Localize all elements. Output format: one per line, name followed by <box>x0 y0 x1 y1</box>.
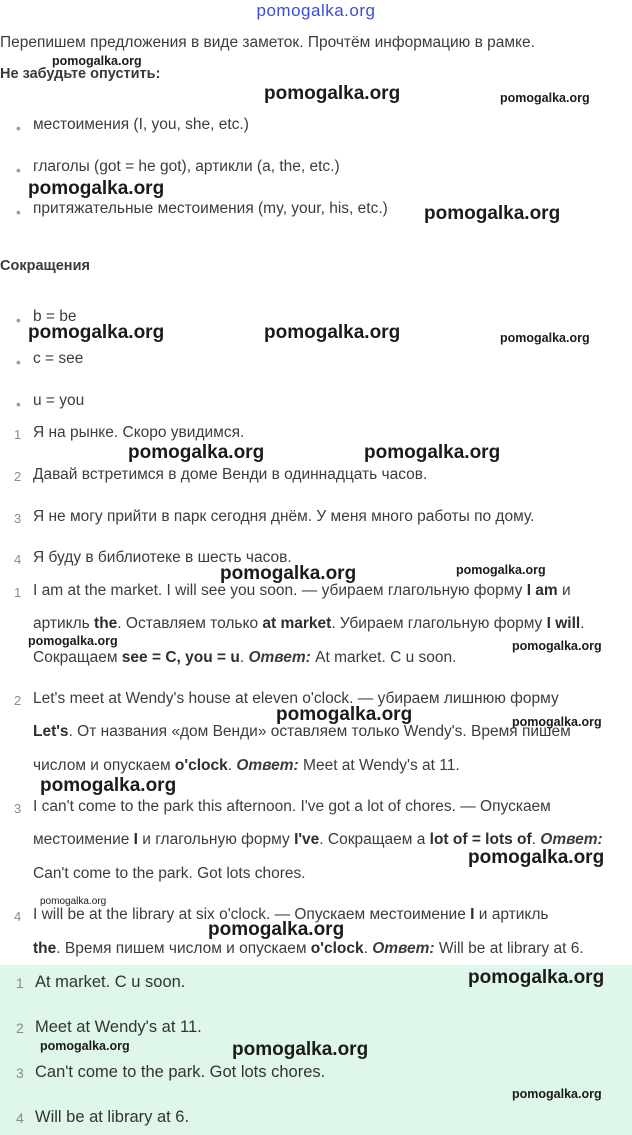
watermark: pomogalka.org <box>512 1087 602 1101</box>
watermark: pomogalka.org <box>456 563 546 577</box>
watermark: pomogalka.org <box>208 919 345 940</box>
solution-line: Let's meet at Wendy's house at eleven o'clock. — убираем лишнюю форму <box>33 690 559 707</box>
watermark: pomogalka.org <box>232 1039 369 1060</box>
watermark: pomogalka.org <box>500 331 590 345</box>
solution-line: I can't come to the park this afternoon. I've got a lot of chores. — Опускаем <box>33 798 551 815</box>
answer-number: 3 <box>16 1065 24 1081</box>
bullet-icon: • <box>16 396 21 412</box>
watermark: pomogalka.org <box>512 639 602 653</box>
answer-number: 4 <box>16 1110 24 1126</box>
answer-item: At market. C u soon. <box>35 973 186 991</box>
solution-number: 2 <box>14 693 22 708</box>
watermark: pomogalka.org <box>28 322 165 343</box>
watermark: pomogalka.org <box>468 967 605 988</box>
solution-line: the. Время пишем числом и опускаем o'clock. Ответ: Will be at library at 6. <box>33 940 584 957</box>
watermark: pomogalka.org <box>40 775 177 796</box>
solution-line: Can't come to the park. Got lots chores. <box>33 865 306 882</box>
watermark: pomogalka.org <box>264 83 401 104</box>
task-number: 4 <box>14 552 22 567</box>
task-number: 3 <box>14 511 22 526</box>
task-number: 2 <box>14 469 22 484</box>
watermark: pomogalka.org <box>128 442 265 463</box>
list-item: притяжательные местоимения (my, your, his, etc.) <box>33 200 388 217</box>
solution-line: числом и опускаем o'clock. Ответ: Meet at Wendy's at 11. <box>33 757 460 774</box>
solution-line: артикль the. Оставляем только at market. Убираем глагольную форму I will. <box>33 615 585 632</box>
watermark: pomogalka.org <box>500 91 590 105</box>
answer-item: Can't come to the park. Got lots chores. <box>35 1063 326 1081</box>
watermark: pomogalka.org <box>28 178 165 199</box>
task-item: Я буду в библиотеке в шесть часов. <box>33 549 292 566</box>
bullet-icon: • <box>16 162 21 178</box>
watermark: pomogalka.org <box>364 442 501 463</box>
watermark: pomogalka.org <box>28 634 118 648</box>
solution-line: I am at the market. I will see you soon. — убираем глагольную форму I am и <box>33 582 571 599</box>
list-item: глаголы (got = he got), артикли (a, the, etc.) <box>33 158 340 175</box>
watermark: pomogalka.org <box>264 322 401 343</box>
solution-line: Сокращаем see = C, you = u. Ответ: At market. C u soon. <box>33 649 457 666</box>
bullet-icon: • <box>16 354 21 370</box>
solution-number: 1 <box>14 585 22 600</box>
watermark: pomogalka.org <box>468 847 605 868</box>
answer-item: Will be at library at 6. <box>35 1108 190 1126</box>
omit-heading: Не забудьте опустить: <box>0 66 161 82</box>
task-number: 1 <box>14 427 22 442</box>
answer-number: 1 <box>16 975 24 991</box>
answer-number: 2 <box>16 1020 24 1036</box>
list-item: местоимения (I, you, she, etc.) <box>33 116 249 133</box>
solution-line: I will be at the library at six o'clock. — Опускаем местоимение I и артикль <box>33 906 549 923</box>
task-item: Я на рынке. Скоро увидимся. <box>33 424 245 441</box>
solution-line: Let's. От названия «дом Венди» оставляем только Wendy's. Время пишем <box>33 723 571 740</box>
intro-text: Перепишем предложения в виде заметок. Прочтём информацию в рамке. <box>0 34 535 51</box>
list-item: c = see <box>33 350 84 367</box>
bullet-icon: • <box>16 312 21 328</box>
list-item: u = you <box>33 392 85 409</box>
watermark: pomogalka.org <box>40 896 107 907</box>
task-item: Я не могу прийти в парк сегодня днём. У меня много работы по дому. <box>33 508 535 525</box>
watermark: pomogalka.org <box>512 715 602 729</box>
bullet-icon: • <box>16 120 21 136</box>
task-item: Давай встретимся в доме Венди в одиннадцать часов. <box>33 466 428 483</box>
abbr-heading: Сокращения <box>0 258 90 274</box>
list-item: b = be <box>33 308 77 325</box>
solution-line: местоимение I и глагольную форму I've. Сокращаем а lot of = lots of. Ответ: <box>33 831 603 848</box>
watermark: pomogalka.org <box>220 563 357 584</box>
watermark-top: pomogalka.org <box>256 1 376 20</box>
watermark: pomogalka.org <box>276 704 413 725</box>
watermark: pomogalka.org <box>52 54 142 68</box>
solution-number: 3 <box>14 801 22 816</box>
answer-item: Meet at Wendy's at 11. <box>35 1018 202 1036</box>
bullet-icon: • <box>16 204 21 220</box>
solution-number: 4 <box>14 909 22 924</box>
watermark: pomogalka.org <box>40 1039 130 1053</box>
watermark: pomogalka.org <box>424 203 561 224</box>
